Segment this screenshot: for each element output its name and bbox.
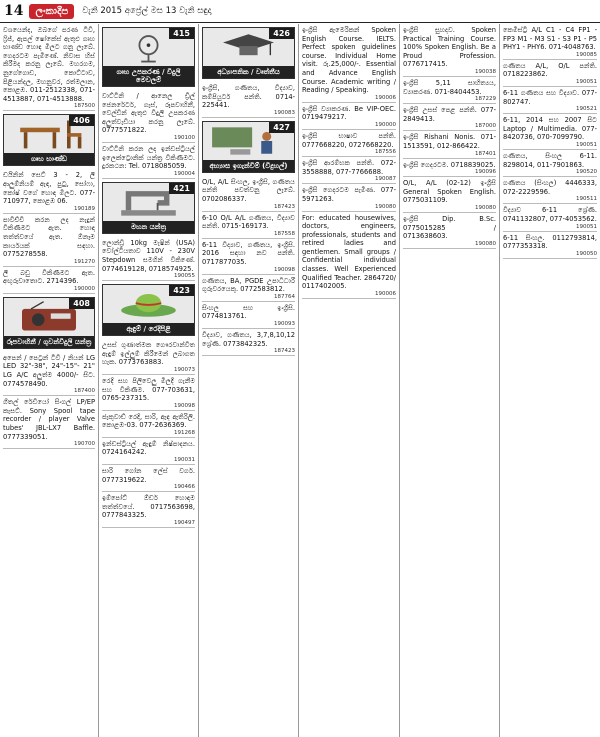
ad-text: විද්‍යාව 6-11 ශ්‍රේණි. 0741132807, 077-4053562. — [503, 206, 597, 223]
ad-text: ඉංග්‍රීසි Rishani Nonis. 071-1513591, 012-866422. — [403, 133, 496, 150]
ad-reference-number: 187423 — [274, 348, 295, 355]
classified-ad — [403, 131, 496, 158]
hat-icon — [103, 285, 194, 323]
table-chair-icon — [4, 115, 94, 153]
category-header — [202, 27, 295, 79]
ad-text: ඉංග්‍රීසි ගෙදරටම පැමිණ. 077-5971263. — [302, 186, 396, 203]
ad-reference-number: 190006 — [375, 94, 396, 101]
sewing-machine-icon — [103, 183, 194, 221]
classified-ad — [3, 352, 95, 396]
ad-text: සාරි ගෝන ලේස් වර්ග. 0777319622. — [102, 467, 195, 484]
classified-column — [0, 24, 99, 737]
ad-text: ඉංග්‍රීසි Dip. B.Sc. 0775015285 / 0713638603. — [403, 214, 496, 241]
ad-reference-number: 187229 — [475, 96, 496, 103]
ad-reference-number: 187500 — [74, 103, 95, 110]
classified-ad — [102, 438, 195, 465]
classified-columns — [0, 24, 600, 737]
ad-text: සිංහල සහ ඉංග්‍රීසි. 0774813761. — [202, 303, 295, 321]
ad-text: ඉංග්‍රීසි ආරම්භක පන්ති. 072-3558888, 077-7766688. — [302, 159, 396, 176]
category-number: 408 — [69, 298, 94, 309]
ad-reference-number: 190098 — [174, 402, 195, 409]
ad-reference-number: 191270 — [74, 258, 95, 265]
classified-ad — [202, 329, 295, 356]
classified-ad — [503, 114, 597, 150]
ad-text: For: educated housewives, doctors, engineers, professionals, students and retired ladies and gentlemen. Small groups / Confidential individual classes. Well Experienced Qualified Teacher. 2864720/ 0117402005. — [302, 213, 396, 291]
ad-reference-number: 190098 — [274, 266, 295, 273]
ad-text: ගණිතය A/L, O/L පන්ති. 0718223862. — [503, 61, 597, 79]
classified-ad — [202, 176, 295, 212]
ad-reference-number: 190051 — [576, 223, 597, 230]
ad-reference-number: 190521 — [576, 106, 597, 113]
ad-reference-number: 190080 — [475, 204, 496, 211]
category-header — [102, 182, 195, 234]
ad-text: ඉංග්‍රීසි ගෙදරටම. 0718839025. — [403, 160, 496, 169]
classified-ad — [302, 157, 396, 184]
classified-ad — [102, 339, 195, 375]
category-title: අභ්‍යාස ඉගැන්වීම් (විදුහල්) — [203, 160, 294, 172]
classified-ad — [302, 103, 396, 130]
ad-reference-number: 187556 — [375, 149, 396, 156]
ad-reference-number: 190083 — [274, 109, 295, 116]
classified-ad — [202, 212, 295, 239]
ad-text: පාවිච්චි කරන ලද නැදුන් විකිණීමට ඇත. හොඳ තත්ත්වයේ ඇත. ඕනෑම කාර්යයක් සඳහා. 0775278558. — [3, 215, 95, 259]
classified-ad — [403, 24, 496, 77]
classified-ad — [403, 213, 496, 249]
classified-ad — [403, 177, 496, 213]
fan-icon — [103, 28, 194, 66]
classified-ad — [403, 104, 496, 131]
classified-ad — [202, 302, 295, 329]
ad-reference-number: 187400 — [74, 388, 95, 395]
category-number: 427 — [269, 122, 294, 133]
ad-text: ගණිතය, BA, PGDE උපාධිධාරී ගුරුවරයෙකු. 0772583812. — [202, 276, 295, 294]
ad-text: ගණිතය (සිංහල) 4446333, 072-2229596. — [503, 179, 597, 196]
ad-text: ඩයිනින් සෙට් 3 - 2, ලී ආලුම්නියම් ඇඳ, පුටු, සෝෆා, කෝෂ් වගේ හොඳ මිලට. 077-710977, කොළඹ 06. — [3, 171, 95, 206]
newspaper-logo: ලංකාදීප — [29, 4, 74, 19]
ad-text: රෙදි සහ පිලිවෙලු මිලදී ගැනීම සහ විකිණීම. 077-703631, 0765-237315. — [102, 376, 195, 403]
classified-column — [400, 24, 500, 737]
classified-ad — [403, 159, 496, 178]
classified-ad — [202, 275, 295, 302]
ad-text: ඉංග්‍රීසි සුහදව. Spoken Practical Training Course. 100% Spoken English. Be a Proud Profession. 0776717415. — [403, 26, 496, 69]
classified-column — [500, 24, 600, 737]
graduate-icon — [203, 28, 294, 66]
classified-ad — [102, 492, 195, 528]
ad-reference-number: 190000 — [74, 285, 95, 292]
ad-text: 6-11 සිංහල. 0112793814, 0777353318. — [503, 233, 597, 251]
ad-reference-number: 190031 — [174, 457, 195, 464]
radio-icon — [4, 298, 94, 336]
classified-ad — [503, 60, 597, 87]
classified-ad — [3, 396, 95, 449]
classified-ad — [503, 232, 597, 259]
ad-reference-number: 187423 — [274, 203, 295, 210]
category-title: ගෘහ උපකරණ / විදුලි මෙවලම් — [103, 66, 194, 86]
ad-reference-number: 190051 — [576, 78, 597, 85]
ad-reference-number: 190511 — [576, 196, 597, 203]
classified-ad — [302, 130, 396, 157]
ad-reference-number: 191268 — [174, 429, 195, 436]
ad-reference-number: 190700 — [74, 441, 95, 448]
category-header — [202, 121, 295, 173]
classified-ad — [503, 150, 597, 177]
classified-ad — [202, 82, 295, 118]
classified-ad — [503, 204, 597, 231]
ad-text: අපෙන් / පෙට්‍රන් ටීවී / නියන් LG LED 32"-38", 24"-15"- 21" LG A/C අලුත්ම 4000/- සිට. 0774578490. — [3, 353, 95, 388]
ad-reference-number: 190100 — [174, 134, 195, 141]
ad-text: උසස් ගුණාත්මක ගෞරවාන්විත ඇඳුම් ඉල්ලුම් කිරීමෙන් ලබාගත හැක. 0773763883. — [102, 341, 195, 367]
category-title: මහන යන්ත්‍ර — [103, 221, 194, 233]
ad-reference-number: 190189 — [74, 205, 95, 212]
classified-ad — [3, 267, 95, 294]
ad-text: 6-11 ගණිතය සහ විද්‍යාව. 077-802747. — [503, 88, 597, 106]
ad-reference-number: 190006 — [375, 290, 396, 297]
ad-reference-number: 190080 — [475, 240, 496, 247]
classified-ad — [102, 143, 195, 179]
ad-reference-number: 190080 — [375, 203, 396, 210]
ad-reference-number: 187558 — [274, 230, 295, 237]
ad-text: ඉංග්‍රීසි, ගණිතය, විද්‍යාව, කම්පියුටර් පන්ති. 0714-225441. — [202, 84, 295, 110]
ad-reference-number: 190096 — [475, 169, 496, 176]
classroom-icon — [203, 122, 294, 160]
ad-text: ලී බඩු විකිණීමට ඇත. අඟුරුවාතොට. 2714396. — [3, 268, 95, 286]
category-header — [3, 114, 95, 166]
category-title: ඇඳුම් / රෙදිපිළි — [103, 323, 194, 335]
classified-ad — [202, 239, 295, 275]
page-number: 14 — [4, 3, 24, 19]
category-header — [102, 284, 195, 336]
classified-ad — [302, 24, 396, 103]
ad-text: වාට්ටිනි කරන ලද ඉන්ඩස්ට්‍රියල් ඉලෙක්ට්‍රොනික් යන්ත්‍ර විකිණීමට. දුරකථන: Tel. 0718085059. — [102, 144, 195, 171]
ad-reference-number: 187764 — [274, 293, 295, 300]
ad-text: කෙමිස්ට්‍රි A/L C1 - C4 FP1 - FP3 M1 - M3 S1 - S3 P1 - P5 PHY1 - PHY6. 071-4048763. — [503, 26, 597, 52]
ad-text: ඉංග්‍රීසි 5,11 සාහිත්‍යය, ව්‍යාකරණ. 071-8404453. — [403, 78, 496, 96]
classified-ad — [503, 177, 597, 204]
classified-ad — [102, 465, 195, 492]
classified-ad — [302, 212, 396, 299]
ad-reference-number: 190004 — [174, 170, 195, 177]
ad-text: විද්‍යාව, ගණිතය, 3,7,8,10,12 ශ්‍රේණි. 0773842325. — [202, 330, 295, 348]
classified-column — [299, 24, 400, 737]
classified-ad — [3, 24, 95, 111]
ad-reference-number: 190038 — [475, 68, 496, 75]
ad-text: ඉංග්‍රීසි ව්‍යාකරණ. Be VIP-OEC. 0719479217. — [302, 104, 396, 122]
ad-reference-number: 190466 — [174, 484, 195, 491]
ad-text: ගණිතය, සිංහල 6-11. 8298014, 011-7901863. — [503, 151, 597, 169]
ad-reference-number: 190085 — [576, 51, 597, 58]
classified-ad — [102, 411, 195, 438]
ad-reference-number: 190073 — [174, 366, 195, 373]
ad-text: 6-10 O/L A/L ගණිතය, විද්‍යාව පන්ති. 0715-169173. — [202, 213, 295, 231]
ad-reference-number: 190087 — [375, 176, 396, 183]
category-number: 426 — [269, 28, 294, 39]
ad-text: O/L, A/L (02-12) ඉංග්‍රීසි General Spoken English. 0775031109. — [403, 179, 496, 205]
ad-reference-number: 190000 — [375, 121, 396, 128]
ad-reference-number: 190520 — [576, 169, 597, 176]
ad-reference-number: 190055 — [174, 273, 195, 280]
category-title: අධ්‍යාපනික / වෘත්තීය — [203, 66, 294, 78]
classified-column — [99, 24, 199, 737]
classified-ad — [3, 169, 95, 213]
ad-text: ජැකුවාඩ් රෙදි, සාරි, ඇඳ ඇතිරිලි. කොළඹ-03. 077-2636369. — [102, 412, 195, 430]
masthead — [0, 0, 600, 23]
ad-text: ලොන්ඩ්‍රි 10kg මැෂින් (USA) වෝල්ටීයතාව 110V - 230V Stepdown සමගින් විකිණේ. 0774619128, 0718574925. — [102, 238, 195, 273]
ad-reference-number: 190497 — [174, 520, 195, 527]
category-number: 423 — [169, 285, 194, 296]
ad-reference-number: 190050 — [576, 250, 597, 257]
classified-ad — [102, 90, 195, 143]
classified-ad — [503, 87, 597, 114]
ad-reference-number: 187000 — [475, 123, 496, 130]
category-number: 421 — [169, 183, 194, 194]
ad-text: ඉම්පෝට් ඕඩර් හොඳම තත්ත්වයේ. 0717563698, 0777843325. — [102, 494, 195, 520]
ad-text: ඉංග්‍රීසි ඇමෙරිකන් Spoken English Course. IELTS. Perfect spoken guidelines course. Individual Home visit. රු.25,000/-. Essential and Advance English Course. Academic writing / Reading / Speaking. — [302, 26, 396, 95]
category-number: 415 — [169, 28, 194, 39]
classified-ad — [503, 24, 597, 60]
category-title: ගෘහ භාණ්ඩ — [4, 153, 94, 165]
category-number: 406 — [69, 115, 94, 126]
ad-text: 6-11, 2014 සහ 2007 සිට Laptop / Multimedia. 077-8420736, 070-7099790. — [503, 116, 597, 142]
ad-text: වාට්ටිනි / ආනෙල ඩ්‍රිල් ජෙනරේටර්, ගැස්, රූපවාහිනී, වෙල්ඩින් ඇතුළු විදුලි උපකරණ අලුත්වැඩියා කරනු ලැබේ. 0777571822. — [102, 92, 195, 135]
ad-text: ගීතල් රේඩියෝ සිංගල් LP/EP කැසට්. Sony Spool tape recorder / player Valve tubes' JBL-LX7 Baffle. 0777339051. — [3, 398, 95, 441]
ad-text: ඉංග්‍රීසි උසස් පෙළ පන්ති. 077-2849413. — [403, 106, 496, 123]
ad-text: 6-11 විද්‍යාව, ගණිතය, ඉංග්‍රීසි. 2016 සඳහා නව පන්ති. 0717877035. — [202, 240, 295, 266]
ad-text: වශයෙන්ද, ඔබගේ පරණ ටීවී, ෆ්‍රිජ්, ඇපල් ෂෝකේස් ඇතුළු ගෘහ භාණ්ඩ හොඳ මිලට ගනු ලැබේ. ගෙදරටම පැමිණේ. නිවාස හිස් කිරීමද කරනු ලැබේ. මහරගම, නුගේගොඩ, කොට්ටාව, පිළියන්දල, මහනුවර, රත්මලාන, කොළඹ. 011-2512338, 071-4513887, 071-4513888. — [3, 26, 95, 103]
ad-text: ඉන්ඩස්ට්‍රියල් ඇඳුම් නිෂ්පාදනය. 0724164242. — [102, 439, 195, 457]
category-header — [3, 297, 95, 349]
classified-ad — [102, 375, 195, 411]
classified-column — [199, 24, 299, 737]
category-title: රූපවාහිනී / ගුවන්විදුලි යන්ත්‍ර — [4, 336, 94, 348]
ad-reference-number: 187401 — [475, 150, 496, 157]
ad-reference-number: 190093 — [274, 320, 295, 327]
category-header — [102, 27, 195, 87]
classified-ad — [102, 237, 195, 281]
classified-ad — [302, 184, 396, 211]
issue-date: වැනි 2015 අප්‍රේල් මස 13 වැනි සඳුදා — [82, 6, 212, 16]
classified-ad — [403, 77, 496, 104]
ad-text: O/L, A/L සිංහල, ඉංග්‍රීසි, ගණිතය පන්ති පවත්වනු ලැබේ. 0702086337. — [202, 177, 295, 203]
ad-reference-number: 190051 — [576, 141, 597, 148]
ad-text: ඉංග්‍රීසි භාෂාව පන්ති. 0777668220, 0727668220. — [302, 131, 396, 149]
classified-ad — [3, 214, 95, 267]
